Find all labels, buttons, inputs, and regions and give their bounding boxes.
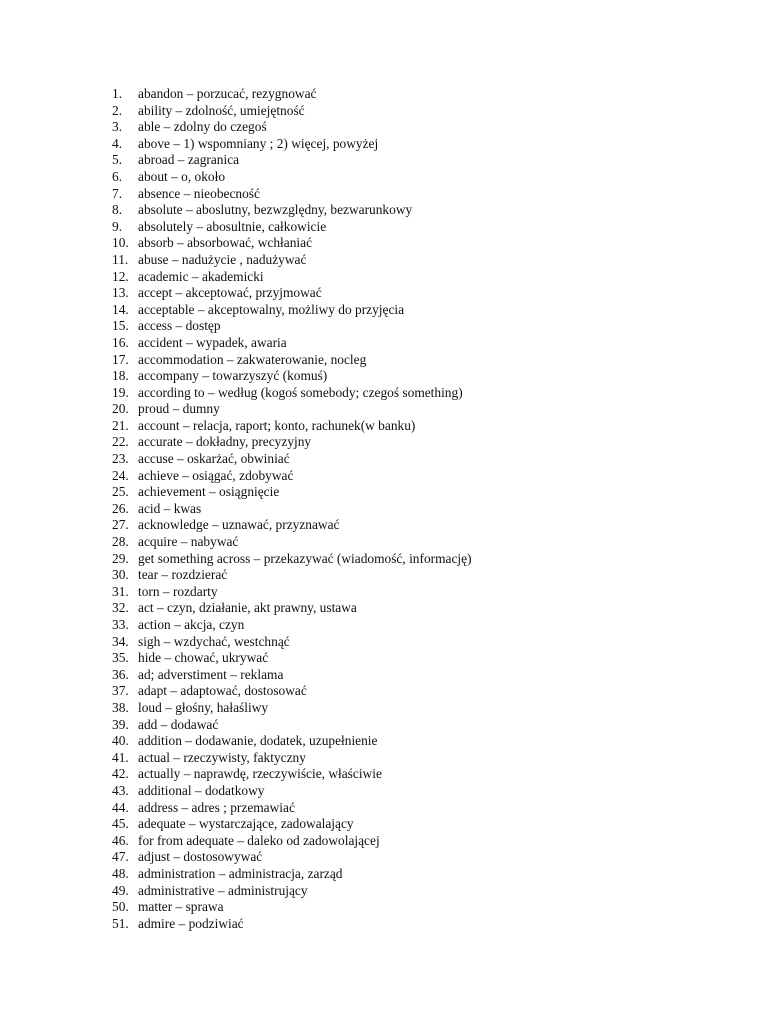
list-item — [112, 783, 472, 800]
list-item — [112, 517, 472, 534]
list-item — [112, 86, 472, 103]
item-text: accept – akceptować, przyjmować — [138, 285, 322, 301]
item-number: 15. — [112, 318, 129, 334]
item-text: loud – głośny, hałaśliwy — [138, 699, 269, 715]
item-number: 24. — [112, 467, 129, 483]
list-item — [112, 252, 472, 269]
list-item — [112, 468, 472, 485]
item-text: acceptable – akceptowalny, możliwy do przyjęcia — [138, 301, 405, 317]
item-number: 6. — [112, 168, 123, 184]
list-item — [112, 551, 472, 568]
item-text: actual – rzeczywisty, faktyczny — [138, 749, 306, 765]
list-item — [112, 219, 472, 236]
list-item — [112, 169, 472, 186]
item-text: matter – sprawa — [138, 899, 224, 915]
item-text: absence – nieobecność — [138, 185, 260, 201]
list-item — [112, 766, 472, 783]
item-text: adjust – dostosowywać — [138, 849, 263, 865]
item-number: 7. — [112, 185, 123, 201]
item-text: accommodation – zakwaterowanie, nocleg — [138, 351, 367, 367]
item-text: administration – administracja, zarząd — [138, 865, 343, 881]
item-number: 34. — [112, 633, 129, 649]
item-text: about – o, około — [138, 168, 226, 184]
item-text: achieve – osiągać, zdobywać — [138, 467, 294, 483]
list-item — [112, 103, 472, 120]
list-item — [112, 733, 472, 750]
item-number: 22. — [112, 434, 129, 450]
item-number: 41. — [112, 749, 129, 765]
item-text: ad; adverstiment – reklama — [138, 666, 284, 682]
item-number: 32. — [112, 600, 129, 616]
list-item — [112, 800, 472, 817]
item-text: access – dostęp — [138, 318, 221, 334]
item-text: academic – akademicki — [138, 268, 264, 284]
item-number: 50. — [112, 899, 129, 915]
item-number: 18. — [112, 368, 129, 384]
item-text: act – czyn, działanie, akt prawny, ustawa — [138, 600, 357, 616]
item-number: 14. — [112, 301, 129, 317]
list-item — [112, 849, 472, 866]
item-text: accident – wypadek, awaria — [138, 334, 287, 350]
list-item — [112, 335, 472, 352]
item-text: according to – według (kogoś somebody; czegoś something) — [138, 384, 463, 400]
item-number: 31. — [112, 583, 129, 599]
item-number: 8. — [112, 202, 123, 218]
item-text: account – relacja, raport; konto, rachunek(w banku) — [138, 417, 416, 433]
item-number: 46. — [112, 832, 129, 848]
list-item — [112, 717, 472, 734]
item-number: 1. — [112, 86, 123, 101]
item-text: able – zdolny do czegoś — [138, 119, 267, 135]
item-text: proud – dumny — [138, 401, 220, 417]
item-number: 48. — [112, 865, 129, 881]
list-item — [112, 235, 472, 252]
list-item — [112, 883, 472, 900]
list-item — [112, 534, 472, 551]
item-text: tear – rozdzierać — [138, 567, 228, 583]
item-text: additional – dodatkowy — [138, 782, 265, 798]
item-number: 4. — [112, 135, 123, 151]
list-item — [112, 617, 472, 634]
item-text: abuse – nadużycie , nadużywać — [138, 251, 307, 267]
item-number: 13. — [112, 285, 129, 301]
list-item — [112, 385, 472, 402]
item-text: acknowledge – uznawać, przyznawać — [138, 517, 340, 533]
list-item — [112, 916, 472, 933]
list-item — [112, 683, 472, 700]
item-text: for from adequate – daleko od zadowolającej — [138, 832, 380, 848]
list-item — [112, 368, 472, 385]
item-text: address – adres ; przemawiać — [138, 799, 295, 815]
item-text: addition – dodawanie, dodatek, uzupełnienie — [138, 733, 378, 749]
list-item — [112, 451, 472, 468]
item-text: above – 1) wspomniany ; 2) więcej, powyżej — [138, 135, 379, 151]
list-item — [112, 600, 472, 617]
item-number: 49. — [112, 882, 129, 898]
list-item — [112, 650, 472, 667]
item-number: 39. — [112, 716, 129, 732]
item-number: 5. — [112, 152, 123, 168]
list-item — [112, 186, 472, 203]
list-item — [112, 269, 472, 286]
list-item — [112, 667, 472, 684]
item-number: 19. — [112, 384, 129, 400]
list-item — [112, 899, 472, 916]
item-number: 21. — [112, 417, 129, 433]
item-number: 27. — [112, 517, 129, 533]
item-number: 16. — [112, 334, 129, 350]
item-number: 42. — [112, 766, 129, 782]
list-item — [112, 302, 472, 319]
list-item — [112, 866, 472, 883]
item-number: 45. — [112, 816, 129, 832]
item-number: 43. — [112, 782, 129, 798]
list-item — [112, 634, 472, 651]
item-text: hide – chować, ukrywać — [138, 650, 269, 666]
item-number: 33. — [112, 617, 129, 632]
list-item — [112, 567, 472, 584]
list-item — [112, 501, 472, 518]
item-number: 20. — [112, 401, 129, 417]
item-text: add – dodawać — [138, 716, 219, 732]
item-text: administrative – administrujący — [138, 882, 308, 898]
item-text: adequate – wystarczające, zadowalający — [138, 816, 354, 832]
item-text: abroad – zagranica — [138, 152, 240, 168]
item-text: acquire – nabywać — [138, 534, 239, 550]
item-text: admire – podziwiać — [138, 915, 244, 931]
list-item — [112, 584, 472, 601]
item-number: 36. — [112, 666, 129, 682]
item-number: 38. — [112, 699, 129, 715]
item-number: 28. — [112, 534, 129, 550]
item-text: actually – naprawdę, rzeczywiście, właściwie — [138, 766, 382, 782]
list-item — [112, 318, 472, 335]
item-number: 40. — [112, 733, 129, 749]
item-text: abandon – porzucać, rezygnować — [138, 86, 317, 101]
item-text: adapt – adaptować, dostosować — [138, 683, 307, 699]
item-number: 17. — [112, 351, 129, 367]
list-item — [112, 816, 472, 833]
item-number: 37. — [112, 683, 129, 699]
item-text: acid – kwas — [138, 500, 202, 516]
item-text: absolute – aboslutny, bezwzględny, bezwarunkowy — [138, 202, 413, 218]
item-number: 25. — [112, 484, 129, 500]
item-text: action – akcja, czyn — [138, 617, 245, 632]
list-item — [112, 484, 472, 501]
item-text: accuse – oskarżać, obwiniać — [138, 451, 290, 467]
item-number: 12. — [112, 268, 129, 284]
item-number: 35. — [112, 650, 129, 666]
item-text: accompany – towarzyszyć (komuś) — [138, 368, 328, 384]
list-item — [112, 119, 472, 136]
list-item — [112, 285, 472, 302]
list-item — [112, 700, 472, 717]
item-number: 44. — [112, 799, 129, 815]
list-item — [112, 202, 472, 219]
list-item — [112, 750, 472, 767]
item-number: 11. — [112, 251, 129, 267]
item-text: achievement – osiągnięcie — [138, 484, 280, 500]
item-number: 23. — [112, 451, 129, 467]
item-number: 10. — [112, 235, 129, 251]
list-item — [112, 833, 472, 850]
list-item — [112, 352, 472, 369]
item-text: accurate – dokładny, precyzyjny — [138, 434, 312, 450]
item-text: torn – rozdarty — [138, 583, 218, 599]
item-number: 30. — [112, 567, 129, 583]
item-number: 29. — [112, 550, 129, 566]
item-number: 51. — [112, 915, 129, 931]
item-text: get something across – przekazywać (wiadomość, informację) — [138, 550, 472, 566]
list-item — [112, 152, 472, 169]
item-number: 26. — [112, 500, 129, 516]
list-item — [112, 401, 472, 418]
item-text: absolutely – abosultnie, całkowicie — [138, 218, 327, 234]
item-number: 3. — [112, 119, 123, 135]
vocabulary-list — [112, 86, 472, 932]
item-number: 2. — [112, 102, 123, 118]
item-text: absorb – absorbować, wchłaniać — [138, 235, 313, 251]
item-text: ability – zdolność, umiejętność — [138, 102, 305, 118]
list-item — [112, 418, 472, 435]
item-number: 9. — [112, 218, 123, 234]
list-item — [112, 434, 472, 451]
list-item — [112, 136, 472, 153]
item-text: sigh – wzdychać, westchnąć — [138, 633, 290, 649]
item-number: 47. — [112, 849, 129, 865]
